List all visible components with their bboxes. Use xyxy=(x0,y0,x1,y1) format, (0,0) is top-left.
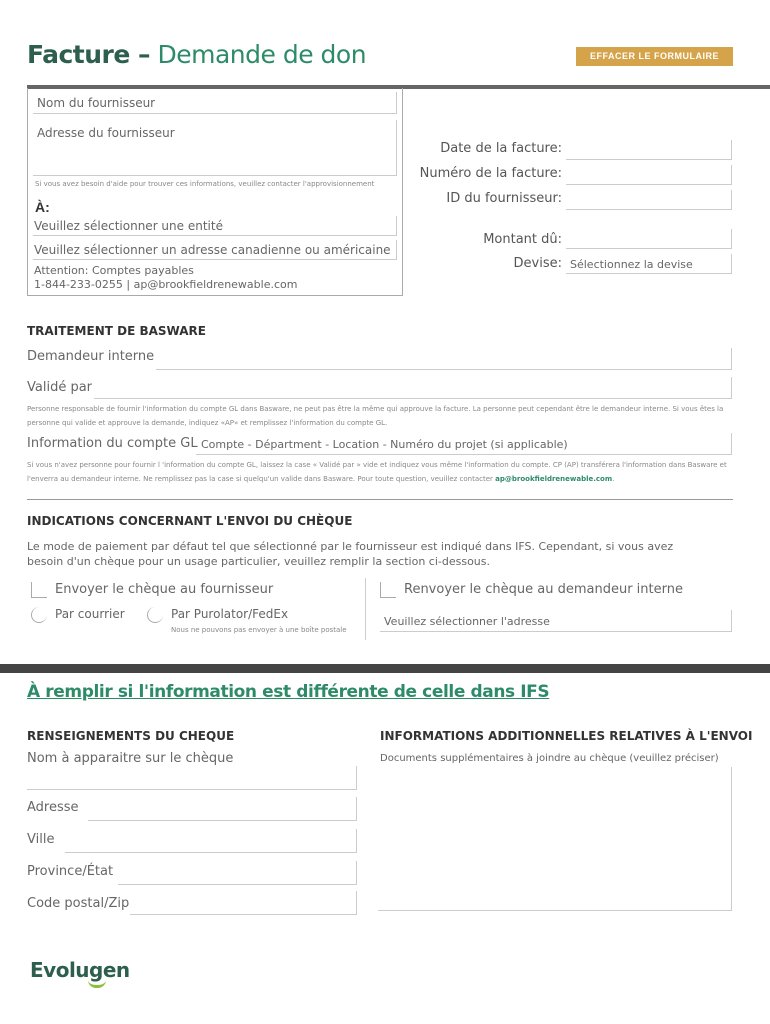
gl-account-label: Information du compte GL xyxy=(27,436,198,451)
supplier-help-text: Si vous avez besoin d'aide pour trouver ces informations, veuillez contacter l'approvisionnement xyxy=(35,180,375,188)
currency-label: Devise: xyxy=(513,256,562,271)
courier-radio[interactable] xyxy=(31,607,47,623)
to-label: À: xyxy=(35,199,50,215)
return-to-requester-checkbox[interactable] xyxy=(380,582,396,598)
payee-label: Nom à apparaitre sur le chèque xyxy=(27,751,234,766)
clear-form-button[interactable]: EFFACER LE FORMULAIRE xyxy=(576,47,733,66)
evolugen-logo: Evolugen xyxy=(30,958,130,982)
postal-code-field[interactable] xyxy=(130,891,357,915)
logo-leaf-icon xyxy=(88,980,106,988)
province-label: Province/État xyxy=(27,864,114,879)
gl-account-note: Si vous n'avez personne pour fournir l 'information du compte GL, laissez la case « Validé par » vide et indiquez vous même l'information du compte. CP (AP) transférera l'information dans Basware et l'enverra au demandeur interne. Ne remplissez pas la case si quelqu'un valide dans Basware. Pour toute question, veuillez contacter ap@brookfieldrenewable.com. xyxy=(27,461,727,483)
gl-account-field[interactable]: Compte - Départment - Location - Numéro du projet (si applicable) xyxy=(196,433,732,455)
send-to-supplier-label: Envoyer le chèque au fournisseur xyxy=(55,582,274,597)
courier-label: Par courrier xyxy=(55,607,125,621)
cheque-delivery-heading: INDICATIONS CONCERNANT L'ENVOI DU CHÈQUE xyxy=(27,514,353,528)
cheque-info-heading: RENSEIGNEMENTS DU CHEQUE xyxy=(27,729,235,743)
page-title: Facture – Demande de don xyxy=(27,40,367,69)
return-to-requester-label: Renvoyer le chèque au demandeur interne xyxy=(404,582,683,597)
validated-by-note: Personne responsable de fournir l'information du compte GL dans Basware, ne peut pas être la même qui approuve la facture. La personne peut cependant être le demandeur interne. Si vous êtes la personne qui valide et approuve la demande, indiquez «AP» et remplissez l'information du compte GL. xyxy=(27,405,724,427)
province-field[interactable] xyxy=(118,861,357,885)
purolator-label: Par Purolator/FedEx xyxy=(171,607,289,621)
basware-heading: TRAITEMENT DE BASWARE xyxy=(27,324,206,338)
amount-due-label: Montant dû: xyxy=(483,232,562,247)
vertical-divider xyxy=(365,578,366,640)
additional-info-heading: INFORMATIONS ADDITIONNELLES RELATIVES À L'ENVOI xyxy=(380,729,753,743)
ap-email-link[interactable]: ap@brookfieldrenewable.com xyxy=(495,475,613,483)
address-select[interactable]: Veuillez sélectionner un adresse canadienne ou américaine xyxy=(33,240,397,260)
send-to-supplier-checkbox[interactable] xyxy=(31,582,47,598)
supplier-id-label: ID du fournisseur: xyxy=(446,191,562,206)
supplier-name-field[interactable]: Nom du fournisseur xyxy=(33,92,397,114)
requester-label: Demandeur interne xyxy=(27,349,155,364)
city-label: Ville xyxy=(27,832,55,847)
amount-due-field[interactable] xyxy=(566,229,732,249)
attention-block: Attention: Comptes payables 1-844-233-0255 | ap@brookfieldrenewable.com xyxy=(34,264,298,291)
validated-by-field[interactable] xyxy=(94,377,732,399)
documents-field[interactable] xyxy=(378,767,732,911)
address-field[interactable] xyxy=(88,797,357,821)
requester-address-select[interactable]: Veuillez sélectionner l'adresse xyxy=(380,610,732,632)
postal-code-label: Code postal/Zip xyxy=(27,896,130,911)
invoice-date-field[interactable] xyxy=(566,140,732,160)
address-label: Adresse xyxy=(27,800,79,815)
city-field[interactable] xyxy=(65,829,357,853)
heavy-divider xyxy=(0,664,770,673)
payee-field[interactable] xyxy=(27,766,357,790)
supplier-address-field[interactable]: Adresse du fournisseur xyxy=(33,120,397,176)
section-divider xyxy=(27,499,733,500)
invoice-date-label: Date de la facture: xyxy=(440,141,562,156)
purolator-radio[interactable] xyxy=(147,607,163,623)
invoice-number-label: Numéro de la facture: xyxy=(419,166,562,181)
validated-by-label: Validé par xyxy=(27,380,93,395)
cheque-delivery-intro: Le mode de paiement par défaut tel que sélectionné par le fournisseur est indiqué dans IFS. Cependant, si vous avez besoin d'un chèque pour un usage particulier, veuillez remplir la section ci-dessous. xyxy=(27,540,674,568)
entity-select[interactable]: Veuillez sélectionner une entité xyxy=(33,216,397,236)
po-box-note: Nous ne pouvons pas envoyer à une boîte postale xyxy=(171,626,347,634)
documents-label: Documents supplémentaires à joindre au chèque (veuillez préciser) xyxy=(380,753,719,764)
supplier-id-field[interactable] xyxy=(566,190,732,210)
requester-field[interactable] xyxy=(156,348,732,370)
different-info-heading: À remplir si l'information est différente de celle dans IFS xyxy=(27,682,550,702)
invoice-number-field[interactable] xyxy=(566,165,732,185)
currency-select[interactable]: Sélectionnez la devise xyxy=(566,254,732,274)
